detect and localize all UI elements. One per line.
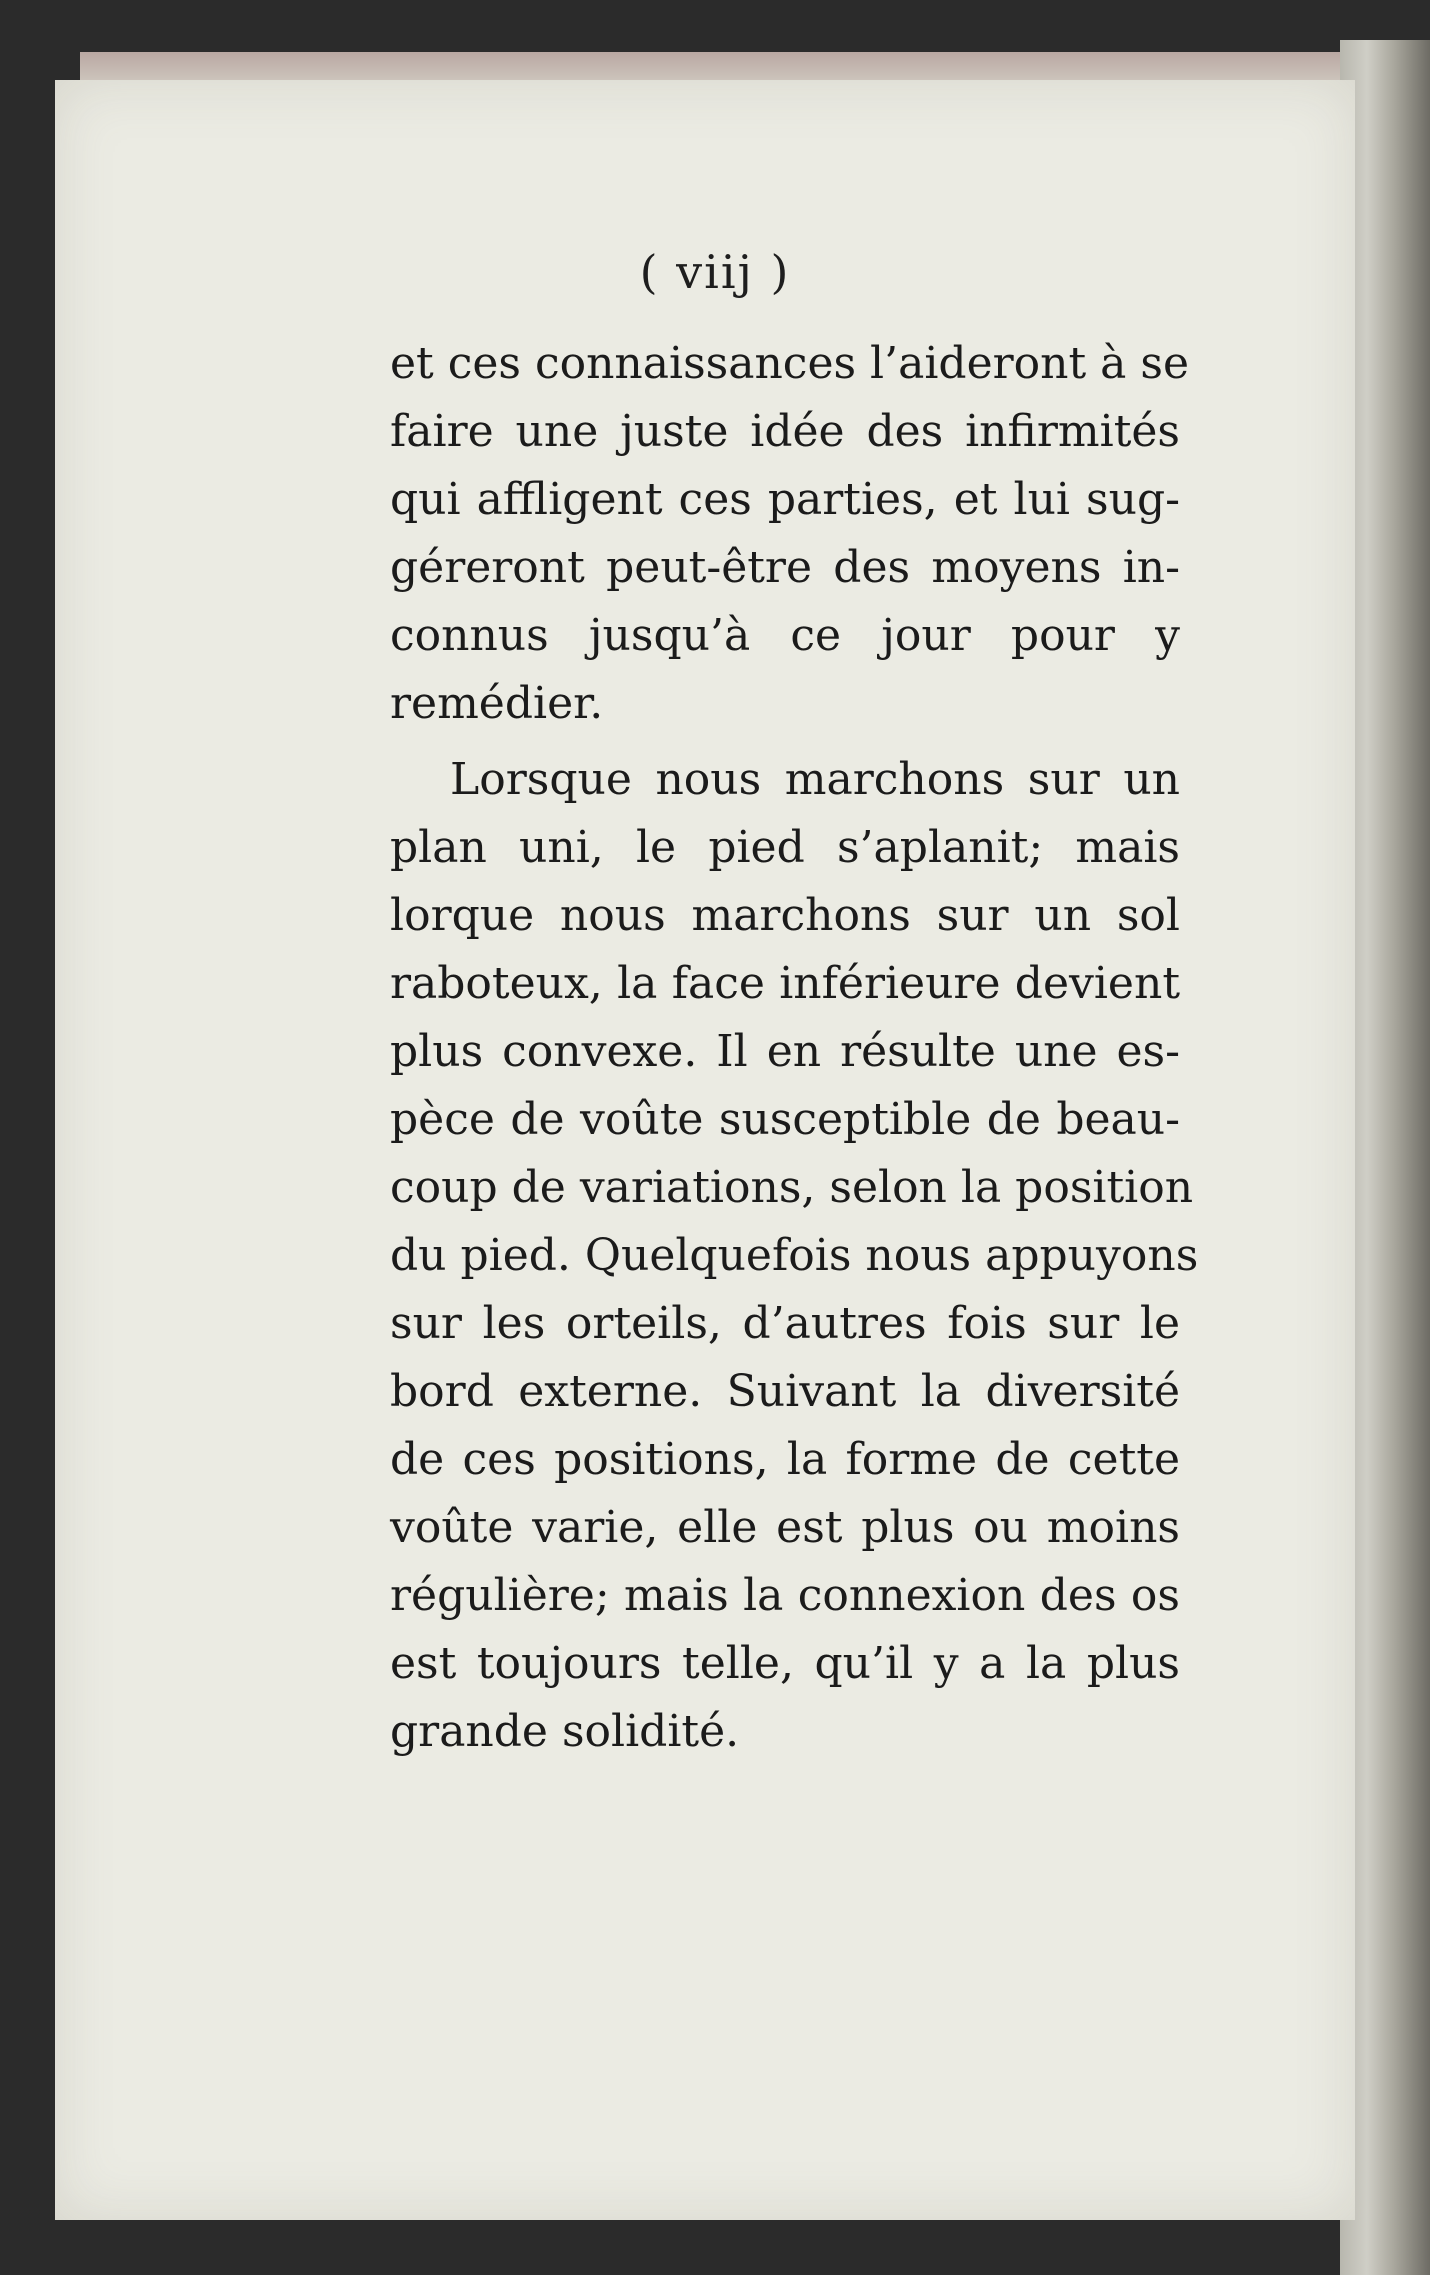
- text-line: sur les orteils, d’autres fois sur le: [390, 1298, 1180, 1349]
- text-line: est toujours telle, qu’il y a la plus: [390, 1638, 1180, 1689]
- text-line: voûte varie, elle est plus ou moins: [390, 1502, 1180, 1553]
- paragraph-gap: [390, 738, 1180, 746]
- body-text: [390, 330, 1199, 1766]
- text-line: du pied. Quelquefois nous appuyons: [390, 1230, 1199, 1281]
- text-line: grande solidité.: [390, 1706, 740, 1757]
- text-line: de ces positions, la forme de cette: [390, 1434, 1180, 1485]
- page-number: ( viij ): [639, 245, 791, 299]
- text-line: Lorsque nous marchons sur un: [450, 754, 1180, 805]
- text-line: bord externe. Suivant la diversité: [390, 1366, 1180, 1417]
- text-line: coup de variations, selon la position: [390, 1162, 1194, 1213]
- text-line: faire une juste idée des infirmités: [390, 406, 1180, 457]
- text-line: régulière; mais la connexion des os: [390, 1570, 1180, 1621]
- text-line: lorque nous marchons sur un sol: [390, 890, 1180, 941]
- text-line: raboteux, la face inférieure devient: [390, 958, 1180, 1009]
- text-line: connus jusqu’à ce jour pour y: [390, 610, 1180, 661]
- text-line: plus convexe. Il en résulte une es-: [390, 1026, 1180, 1077]
- text-line: pèce de voûte susceptible de beau-: [390, 1094, 1180, 1145]
- text-line: géreront peut-être des moyens in-: [390, 542, 1180, 593]
- text-line: et ces connaissances l’aideront à se: [390, 338, 1189, 389]
- text-line: remédier.: [390, 678, 604, 729]
- text-line: qui affligent ces parties, et lui sug-: [390, 474, 1180, 525]
- text-line: plan uni, le pied s’aplanit; mais: [390, 822, 1180, 873]
